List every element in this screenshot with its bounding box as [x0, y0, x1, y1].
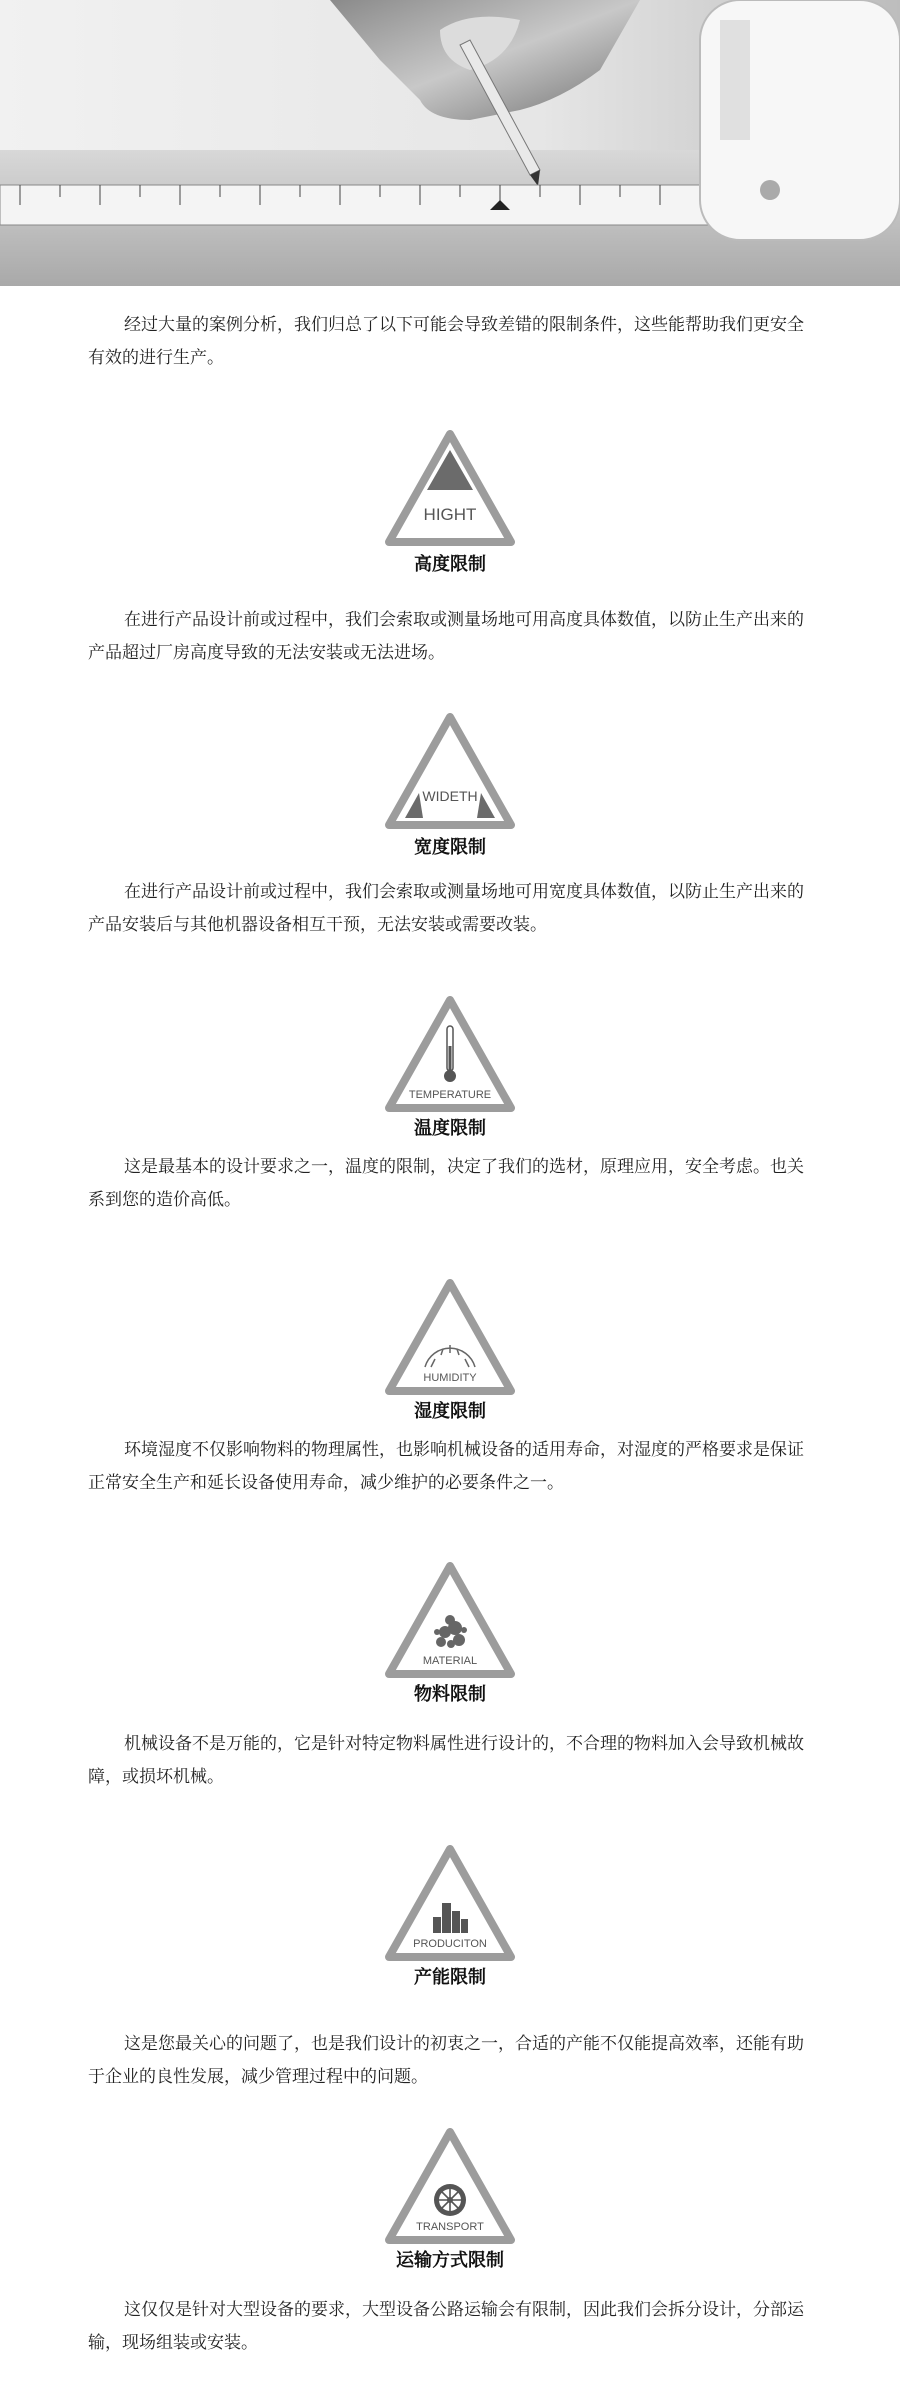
hero-photo	[0, 0, 900, 286]
section-title: 温度限制	[414, 1118, 486, 1139]
height-icon	[385, 430, 515, 546]
wheel-icon	[385, 2128, 515, 2244]
section-title: 高度限制	[414, 554, 486, 575]
production-icon	[385, 1845, 515, 1961]
svg-text:HIGHT: HIGHT	[423, 505, 477, 524]
width-icon	[385, 713, 515, 829]
svg-text:HUMIDITY: HUMIDITY	[423, 1372, 477, 1384]
material-icon	[385, 1562, 515, 1678]
svg-text:TRANSPORT: TRANSPORT	[416, 2221, 484, 2233]
humidity-gauge-icon	[385, 1279, 515, 1395]
section-text: 这仅仅是针对大型设备的要求，大型设备公路运输会有限制，因此我们会拆分设计，分部运输，现场组装或安装。	[88, 2300, 804, 2353]
svg-text:PRODUCITON: PRODUCITON	[413, 1938, 487, 1950]
svg-text:TEMPERATURE: TEMPERATURE	[408, 1089, 492, 1101]
section-text: 这是最基本的设计要求之一，温度的限制，决定了我们的选材，原理应用，安全考虑。也关系到您的造价高低。	[88, 1157, 804, 1210]
section-title: 产能限制	[414, 1967, 486, 1988]
section-text: 机械设备不是万能的，它是针对特定物料属性进行设计的，不合理的物料加入会导致机械故障，或损坏机械。	[88, 1734, 804, 1787]
section-title: 宽度限制	[414, 837, 486, 858]
section-text: 在进行产品设计前或过程中，我们会索取或测量场地可用高度具体数值，以防止生产出来的产品超过厂房高度导致的无法安装或无法进场。	[88, 610, 804, 663]
section-title: 物料限制	[414, 1684, 486, 1705]
hero-illustration	[0, 0, 900, 286]
section-title: 湿度限制	[414, 1401, 486, 1422]
section-text: 环境湿度不仅影响物料的物理属性，也影响机械设备的适用寿命，对湿度的严格要求是保证正常安全生产和延长设备使用寿命，减少维护的必要条件之一。	[88, 1440, 804, 1493]
svg-text:MATERIAL: MATERIAL	[422, 1655, 478, 1667]
svg-text:WIDETH: WIDETH	[422, 788, 478, 804]
intro-paragraph: 经过大量的案例分析，我们归总了以下可能会导致差错的限制条件，这些能帮助我们更安全有效的进行生产。	[88, 315, 804, 368]
thermometer-icon	[385, 996, 515, 1112]
section-text: 在进行产品设计前或过程中，我们会索取或测量场地可用宽度具体数值，以防止生产出来的产品安装后与其他机器设备相互干预，无法安装或需要改装。	[88, 882, 804, 935]
section-text: 这是您最关心的问题了，也是我们设计的初衷之一，合适的产能不仅能提高效率，还能有助于企业的良性发展，减少管理过程中的问题。	[88, 2034, 804, 2087]
section-title: 运输方式限制	[396, 2250, 504, 2271]
